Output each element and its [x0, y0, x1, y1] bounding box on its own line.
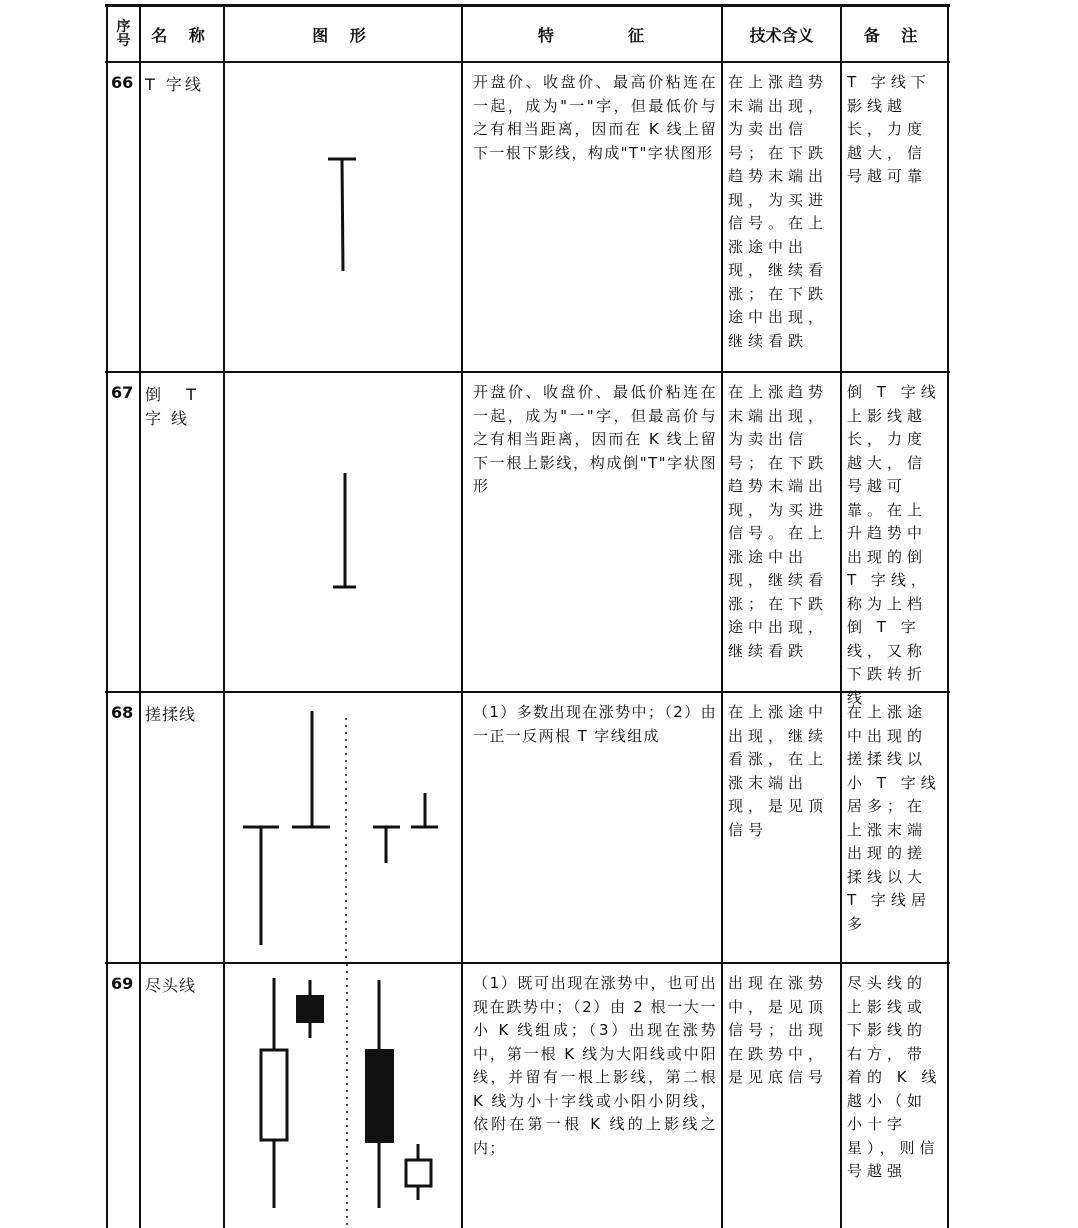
header-seq-char: 序	[116, 19, 131, 35]
note-text: 尽头线的上影线或下影线的右方，带着的 K 线越小（如小十字星），则信号越强	[847, 974, 942, 1180]
note-text: T 字线下影线越长，力度越大，信号越可靠	[847, 73, 931, 185]
row-number: 69	[111, 974, 134, 993]
row-number: 67	[111, 383, 134, 402]
pattern-name: 倒 T 字线	[145, 385, 206, 428]
header-seq	[108, 7, 139, 61]
header-seq-char: 号	[116, 33, 131, 49]
meaning-text: 在上涨途中出现，继续看涨，在上涨末端出现，是见顶信号	[728, 703, 829, 839]
t-line-candlestick-icon	[225, 63, 461, 371]
meaning-text: 在上涨趋势末端出现，为卖出信号；在下跌趋势末端出现，为买进信号。在上涨途中出现，继续看涨；在下跌途中出现，继续看跌	[728, 73, 829, 350]
inverted-t-line-candlestick-icon	[225, 373, 461, 691]
pattern-name: 尽头线	[145, 976, 197, 995]
column-divider	[947, 4, 949, 1228]
row-number: 66	[111, 73, 134, 92]
exhaustion-line-candlestick-pair-icon	[225, 964, 461, 1228]
feature-text: 开盘价、收盘价、最低价粘连在一起，成为"一"字，但最高价与之有相当距离，因而在 K 线上留下一根上影线，构成倒"T"字状图形	[473, 383, 717, 495]
header-feature: 特 征	[537, 25, 646, 45]
note-text: 在上涨途中出现的搓揉线以小 T 字线居多；在上涨末端出现的搓揉线以大 T 字线居多	[847, 703, 941, 933]
meaning-text: 出现在涨势中，是见顶信号；出现在跌势中，是见底信号	[728, 974, 829, 1086]
pattern-name: T 字线	[145, 75, 204, 94]
meaning-text: 在上涨趋势末端出现，为卖出信号；在下跌趋势末端出现，为买进信号。在上涨途中出现，继续看涨；在下跌途中出现，继续看跌	[728, 383, 829, 660]
rubbing-line-candlestick-pair-icon	[225, 693, 461, 962]
feature-text: 开盘价、收盘价、最高价粘连在一起，成为"一"字，但最低价与之有相当距离，因而在 K 线上留下一根下影线，构成"T"字状图形	[473, 73, 717, 162]
column-divider	[106, 4, 108, 1228]
header-meaning: 技术含义	[749, 25, 814, 45]
note-text: 倒 T 字线上影线越长，力度越大，信号越可靠。在上升趋势中出现的倒 T 字线，称为上档倒 T 字线，又称下跌转折线	[847, 383, 941, 707]
header-note: 备 注	[863, 25, 926, 45]
feature-text: （1）既可出现在涨势中，也可出现在跌势中；（2）由 2 根一大一小 K 线组成；（3）出现在涨势中，第一根 K 线为大阳线或中阳线，并留有一根上影线，第二根 K 线为小十字线或小阳小阴线，依附在第一根 K 线的上影线之内；	[473, 974, 717, 1157]
row-number: 68	[111, 703, 134, 722]
header-name: 名 称	[151, 25, 213, 45]
header-figure: 图 形	[312, 25, 374, 45]
column-divider	[139, 4, 141, 1228]
pattern-name: 搓揉线	[145, 705, 197, 724]
feature-text: （1）多数出现在涨势中；（2）由一正一反两根 T 字线组成	[473, 703, 717, 745]
